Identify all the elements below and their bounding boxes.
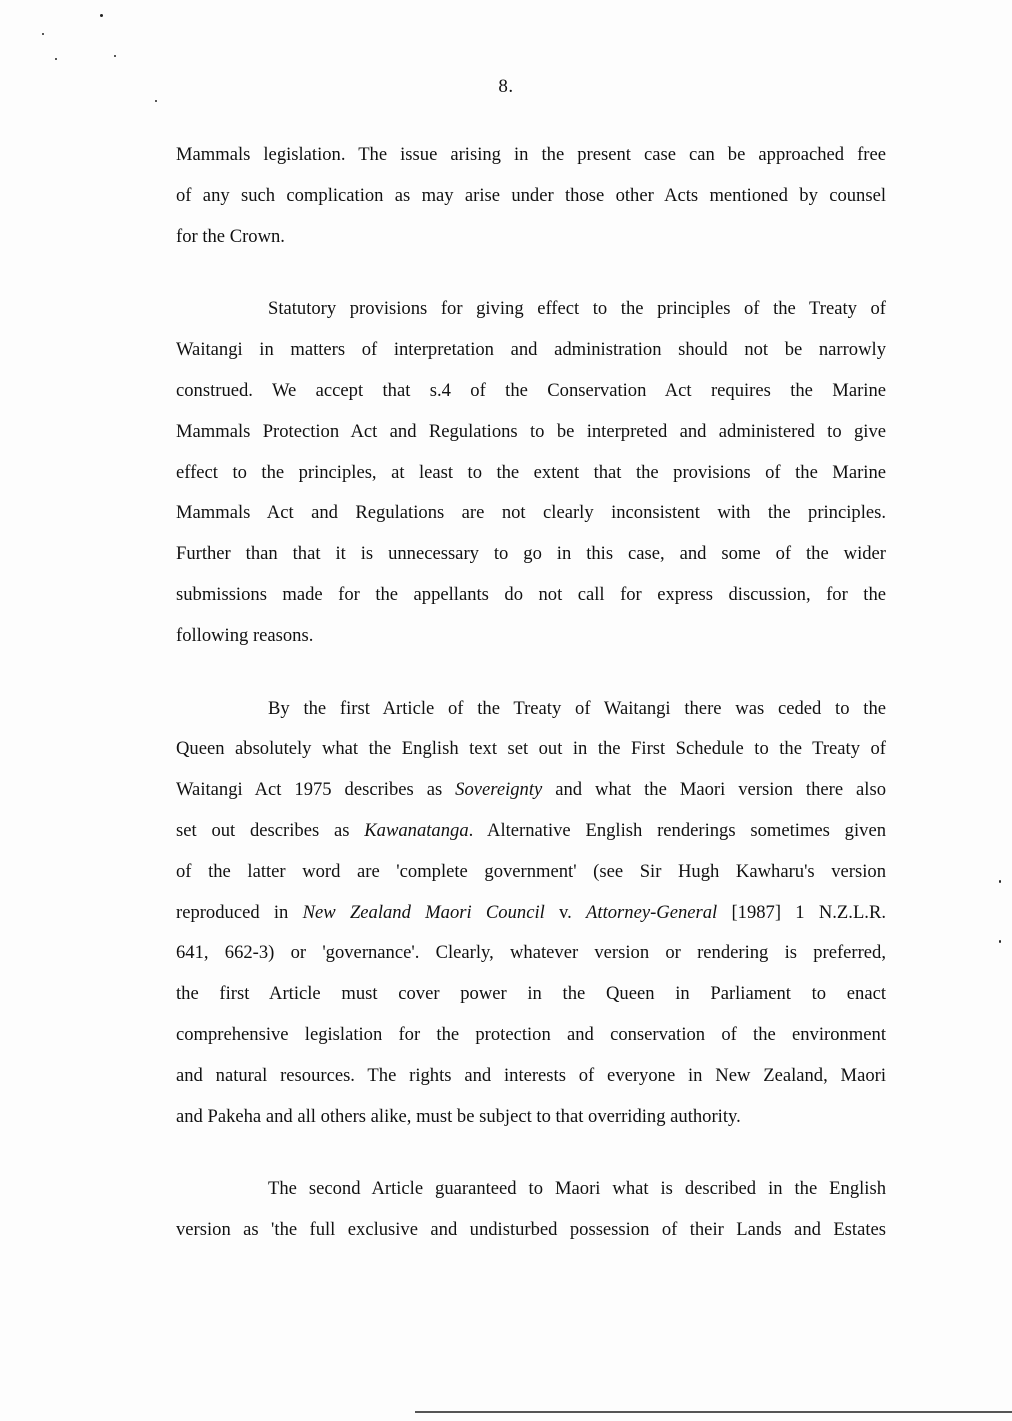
text-line: 641, 662-3) or 'governance'. Clearly, whatever version or rendering is preferred,	[176, 942, 886, 964]
scan-speck	[114, 55, 116, 57]
page-number: 8.	[498, 76, 514, 97]
text-line: Mammals Protection Act and Regulations to be interpreted and administered to give	[176, 420, 886, 442]
text-run: reproduced in	[176, 901, 303, 923]
footer-rule	[415, 1411, 1012, 1413]
paragraph-3	[176, 689, 886, 1138]
scan-speck	[100, 14, 103, 17]
text-run: v.	[544, 901, 587, 923]
text-line: of the latter word are 'complete government' (see Sir Hugh Kawharu's version	[176, 860, 886, 882]
text-line	[176, 811, 886, 852]
text-line: following reasons.	[176, 624, 314, 646]
text-line: Further than that it is unnecessary to go in this case, and some of the wider	[176, 543, 886, 565]
text-line: construed. We accept that s.4 of the Conservation Act requires the Marine	[176, 379, 886, 401]
text-line: Mammals legislation. The issue arising in the present case can be approached free	[176, 144, 886, 165]
paragraph-4	[176, 1169, 886, 1251]
text-line: of any such complication as may arise under those other Acts mentioned by counsel	[176, 184, 886, 206]
text-line	[176, 770, 886, 811]
text-line: By the first Article of the Treaty of Waitangi there was ceded to the	[268, 697, 886, 719]
text-line: the first Article must cover power in the Queen in Parliament to enact	[176, 983, 886, 1005]
italic-term-sovereignty: Sovereignty	[455, 779, 543, 801]
text-line: Queen absolutely what the English text set out in the First Schedule to the Treaty of	[176, 738, 886, 760]
text-line: effect to the principles, at least to the extent that the provisions of the Marine	[176, 461, 886, 483]
document-body	[176, 135, 886, 1251]
text-line: Statutory provisions for giving effect to the principles of the Treaty of	[268, 298, 886, 320]
text-run: Waitangi Act 1975 describes as	[176, 779, 456, 801]
case-name-party-1: New Zealand Maori Council	[302, 901, 545, 923]
scan-speck	[155, 100, 157, 102]
text-line: for the Crown.	[176, 225, 285, 247]
scan-speck	[55, 58, 57, 60]
text-run: [1987] 1 N.Z.L.R.	[717, 901, 886, 923]
text-line: and natural resources. The rights and interests of everyone in New Zealand, Maori	[176, 1064, 886, 1086]
text-line: The second Article guaranteed to Maori what is described in the English	[268, 1178, 886, 1200]
case-name-party-2: Attorney-General	[586, 901, 718, 923]
text-run: . Alternative English renderings sometimes given	[468, 819, 886, 841]
scan-speck	[42, 33, 44, 35]
text-line: Mammals Act and Regulations are not clearly inconsistent with the principles.	[176, 502, 886, 524]
scan-speck	[999, 880, 1001, 883]
text-line: and Pakeha and all others alike, must be subject to that overriding authority.	[176, 1105, 741, 1127]
text-run: set out describes as	[176, 819, 365, 841]
text-line: comprehensive legislation for the protection and conservation of the environment	[176, 1023, 886, 1045]
italic-term-kawanatanga: Kawanatanga	[364, 819, 469, 841]
text-line	[176, 893, 886, 934]
text-line: Waitangi in matters of interpretation and administration should not be narrowly	[176, 339, 886, 361]
text-line: submissions made for the appellants do not call for express discussion, for the	[176, 583, 886, 605]
text-run: and what the Maori version there also	[542, 779, 886, 801]
paragraph-2	[176, 289, 886, 656]
text-line: version as 'the full exclusive and undisturbed possession of their Lands and Estates	[176, 1219, 886, 1241]
scan-speck	[999, 940, 1001, 943]
paragraph-1	[176, 135, 886, 257]
